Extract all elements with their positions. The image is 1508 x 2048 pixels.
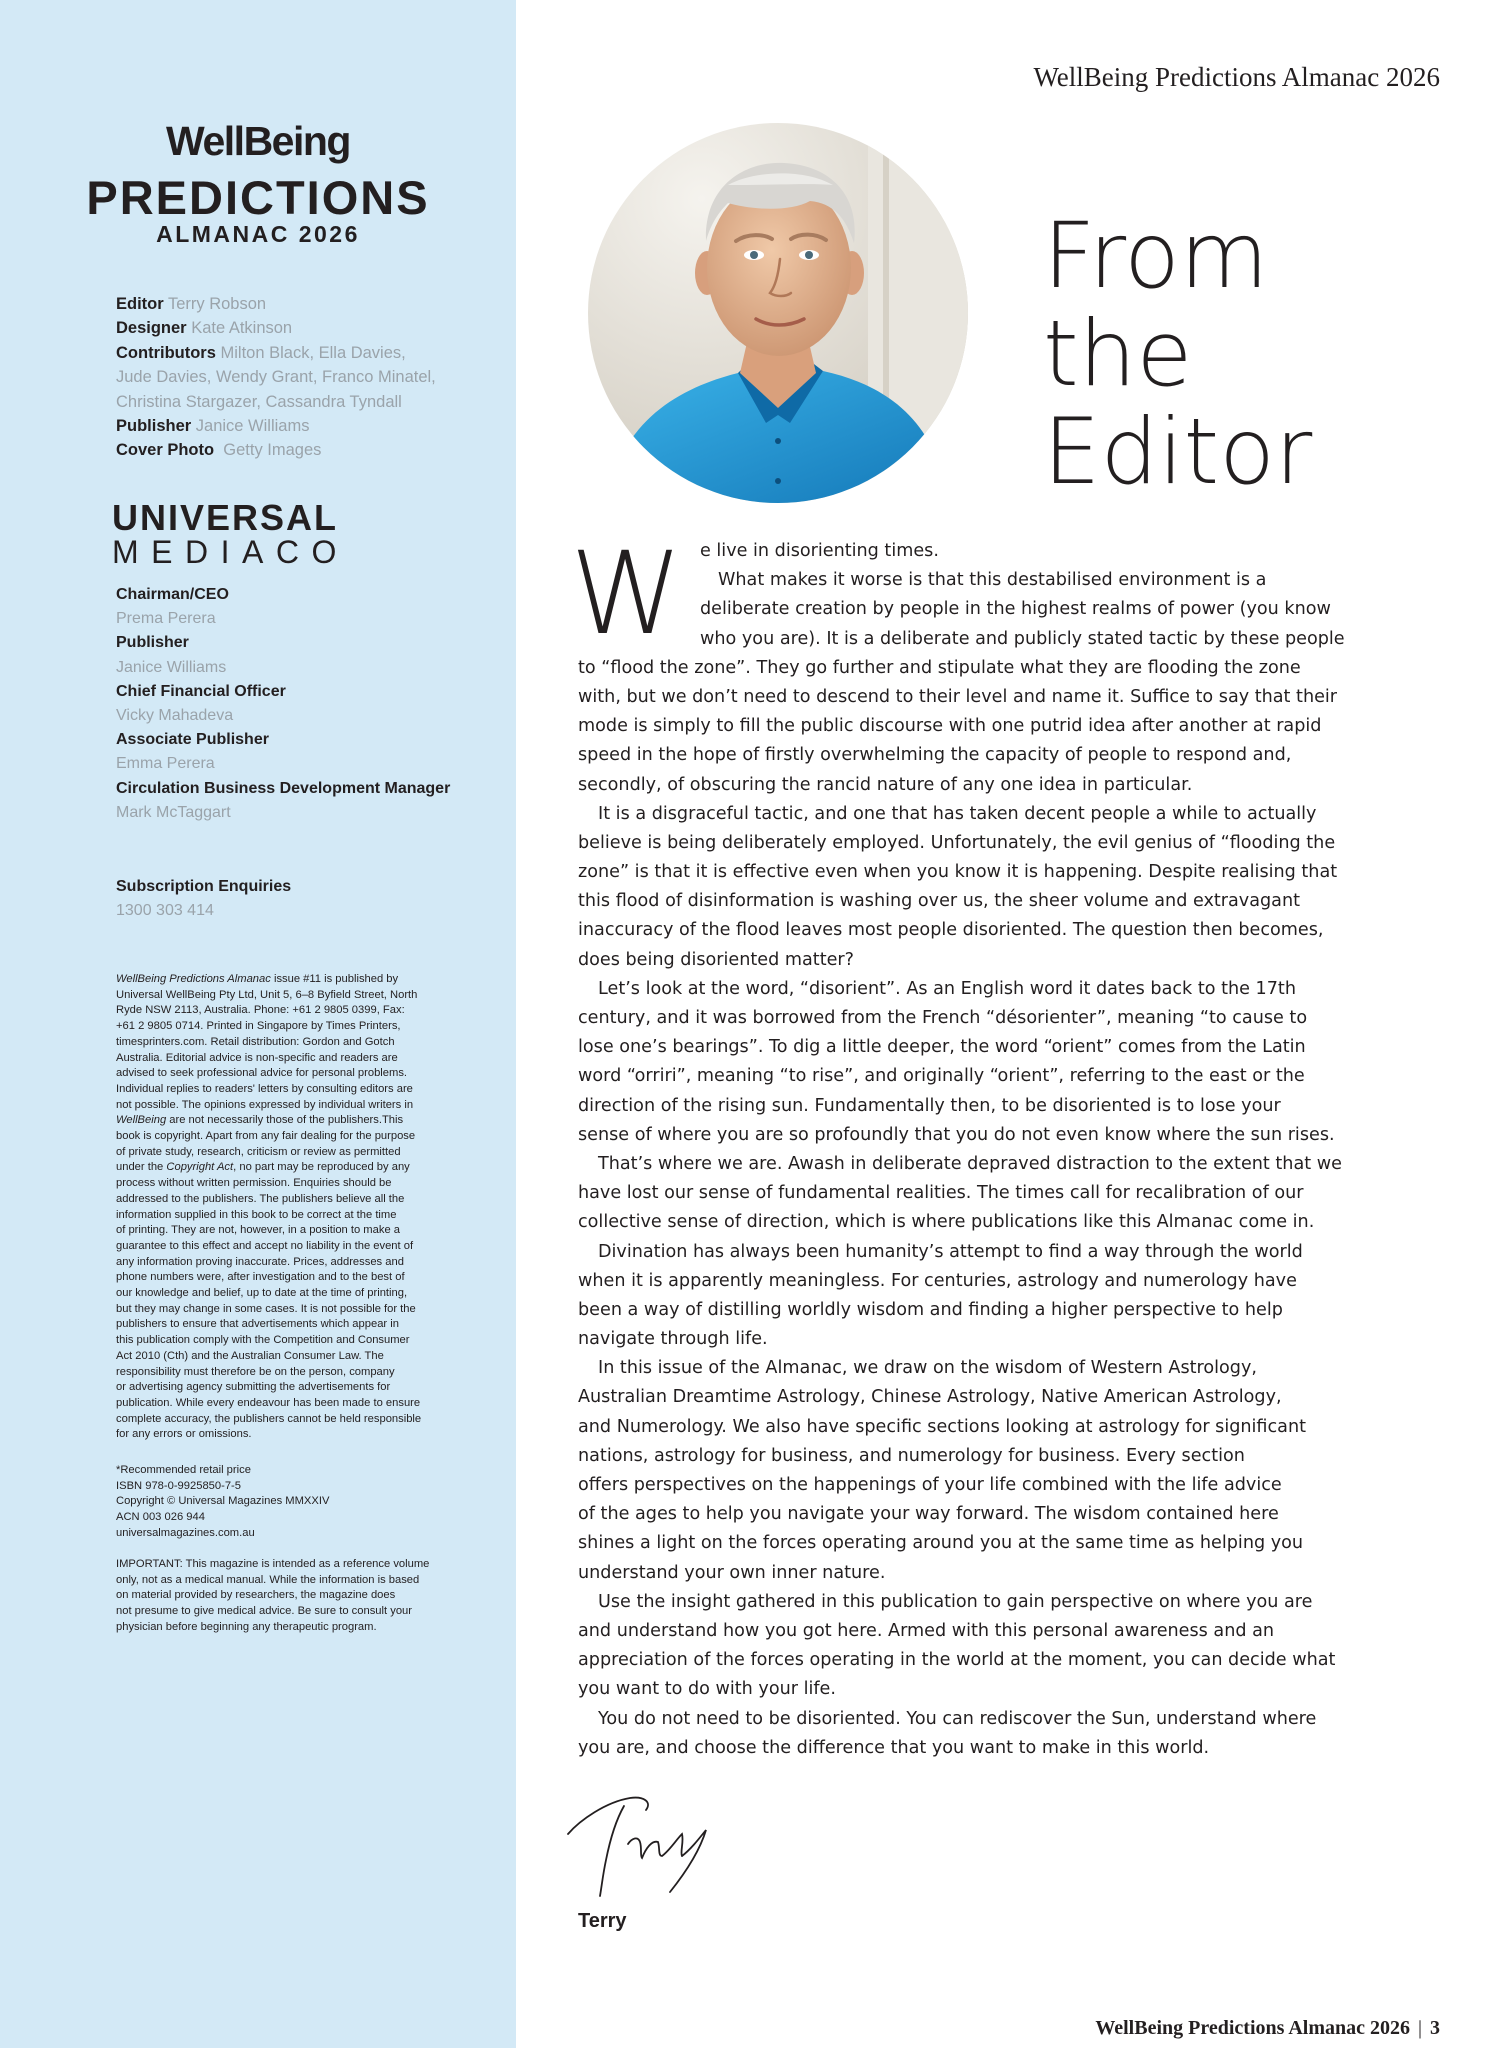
credit-contributors-cont: Christina Stargazer, Cassandra Tyndall <box>116 392 402 411</box>
article-line: believe is being deliberately employed. Unfortunately, the evil genius of “flooding the <box>578 832 1336 853</box>
fine-print-line: only, not as a medical manual. While the information is based <box>116 1573 420 1586</box>
credit-editor: Editor Terry Robson <box>116 295 267 313</box>
article-line: this flood of disinformation is washing over us, the sheer volume and extravagant <box>578 891 1300 912</box>
article-line: e live in disorienting times. <box>700 541 939 561</box>
article-line: That’s where we are. Awash in deliberate depraved distraction to the extent that we <box>598 1153 1342 1174</box>
article-line: nations, astrology for business, and numerology for business. Every section <box>578 1445 1245 1466</box>
fine-print-line: Act 2010 (Cth) and the Australian Consumer Law. The <box>116 1349 384 1362</box>
staff-name: Janice Williams <box>116 658 227 676</box>
universal-mediaco-logo: UNIVERSAL MEDIACO <box>112 497 349 570</box>
fine-print-line: complete accuracy, the publishers cannot be held responsible <box>116 1412 422 1425</box>
staff-role: Publisher <box>116 634 189 652</box>
masthead-brand: WellBeing <box>166 118 350 164</box>
article-line: you want to do with your life. <box>578 1679 836 1700</box>
fine-print-line: on material provided by researchers, the magazine does <box>116 1589 396 1602</box>
article-line: and Numerology. We also have specific sections looking at astrology for significant <box>578 1416 1306 1437</box>
article-line: offers perspectives on the happenings of your life combined with the life advice <box>578 1475 1282 1495</box>
fine-print-line: of printing. They are not, however, in a position to make a <box>116 1224 400 1237</box>
fine-print-line: ISBN 978-0-9925850-7-5 <box>116 1479 242 1492</box>
fine-print-line: but they may change in some cases. It is not possible for the <box>116 1302 416 1315</box>
article-line: century, and it was borrowed from the French “désorienter”, meaning “to cause to <box>578 1008 1308 1028</box>
fine-print-line: WellBeing Predictions Almanac issue #11 is published by <box>116 973 399 985</box>
credit-designer: Designer Kate Atkinson <box>116 319 293 338</box>
credit-contributors: Contributors Milton Black, Ella Davies, <box>116 343 406 362</box>
fine-print-line: not presume to give medical advice. Be sure to consult your <box>116 1605 412 1618</box>
article-line: You do not need to be disoriented. You can rediscover the Sun, understand where <box>598 1708 1317 1729</box>
fine-print-line: publication. While every endeavour has been made to ensure <box>116 1396 421 1409</box>
retail-info <box>116 1463 476 1542</box>
fine-print-line: ACN 003 026 944 <box>116 1511 205 1524</box>
article-line: when it is apparently meaningless. For centuries, astrology and numerology have <box>578 1270 1297 1291</box>
article-line: collective sense of direction, which is where publications like this Almanac come in. <box>578 1212 1315 1233</box>
sidebar <box>0 0 516 2048</box>
article-line: mode is simply to fill the public discourse with one putrid idea after another at rapid <box>578 716 1322 737</box>
staff-role: Circulation Business Development Manager <box>116 779 451 797</box>
editor-portrait <box>588 123 968 503</box>
staff-role: Associate Publisher <box>116 731 269 749</box>
article-line: It is a disgraceful tactic, and one that has taken decent people a while to actually <box>598 803 1317 824</box>
fine-print-line: not possible. The opinions expressed by individual writers in <box>116 1098 414 1111</box>
article-line: shines a light on the forces operating around you at the same time as helping you <box>578 1533 1304 1554</box>
article-line: to “flood the zone”. They go further and stipulate what they are flooding the zone <box>578 657 1301 678</box>
staff-name: Vicky Mahadeva <box>116 707 234 725</box>
article-line: of the ages to help you navigate your way forward. The wisdom contained here <box>578 1504 1279 1525</box>
fine-print-line: or advertising agency submitting the advertisements for <box>116 1381 391 1394</box>
article-line: appreciation of the forces operating in the world at the moment, you can decide what <box>578 1650 1336 1671</box>
fine-print-line: under the Copyright Act, no part may be reproduced by any <box>116 1161 410 1174</box>
fine-print-line: this publication comply with the Competition and Consumer <box>116 1334 410 1347</box>
article-line: In this issue of the Almanac, we draw on the wisdom of Western Astrology, <box>598 1358 1257 1379</box>
staff-name: Mark McTaggart <box>116 803 231 821</box>
page-footer <box>1095 2017 1440 2040</box>
legal-notice <box>116 972 476 1443</box>
fine-print-line: responsibility must therefore be on the person, company <box>116 1365 395 1378</box>
footer-separator: | <box>1417 2017 1422 2039</box>
fine-print-line: Individual replies to readers' letters by consulting editors are <box>116 1082 413 1095</box>
editor-signature <box>566 1790 736 1900</box>
article-line: you are, and choose the difference that you want to make in this world. <box>578 1737 1210 1758</box>
fine-print-line: universalmagazines.com.au <box>116 1526 255 1539</box>
running-header: WellBeing Predictions Almanac 2026 <box>1033 62 1440 92</box>
article-line: inaccuracy of the flood leaves most people disoriented. The question then becomes, <box>578 920 1324 941</box>
page-number: 3 <box>1430 2017 1440 2039</box>
fine-print-line: WellBeing are not necessarily those of the publishers.This <box>116 1114 404 1127</box>
fine-print-line: process without written permission. Enquiries should be <box>116 1177 392 1190</box>
credit-cover-photo: Cover Photo Getty Images <box>116 441 322 460</box>
article-line: sense of where you are so profoundly that you do not even know where the sun rises. <box>578 1124 1335 1145</box>
footer-title: WellBeing Predictions Almanac 2026 <box>1095 2017 1410 2039</box>
fine-print-line: +61 2 9805 0714. Printed in Singapore by Times Printers, <box>116 1020 401 1033</box>
fine-print-line: IMPORTANT: This magazine is intended as a reference volume <box>116 1558 430 1570</box>
staff-list <box>116 583 506 825</box>
fine-print-line: advised to seek professional advice for personal problems. <box>116 1067 408 1080</box>
editorial-article <box>570 527 1390 1763</box>
credits-block <box>116 292 496 463</box>
fine-print-line: Ryde NSW 2113, Australia. Phone: +61 2 9805 0399, Fax: <box>116 1004 405 1017</box>
article-line: speed in the hope of firstly overwhelming the capacity of people to respond and, <box>578 745 1292 766</box>
article-line: Australian Dreamtime Astrology, Chinese Astrology, Native American Astrology, <box>578 1387 1282 1408</box>
fine-print-line: of private study, research, criticism or review as permitted <box>116 1145 401 1158</box>
fine-print-line: Australia. Editorial advice is non-specific and readers are <box>116 1051 398 1064</box>
article-line: lose one’s bearings”. To dig a little deeper, the word “orient” comes from the Latin <box>578 1037 1306 1058</box>
fine-print-line: timesprinters.com. Retail distribution: Gordon and Gotch <box>116 1035 395 1048</box>
fine-print-line: Universal WellBeing Pty Ltd, Unit 5, 6–8 Byfield Street, North <box>116 988 418 1001</box>
credit-publisher: Publisher Janice Williams <box>116 417 310 436</box>
fine-print-line: for any errors or omissions. <box>116 1428 252 1441</box>
fine-print-line: publishers to ensure that advertisements which appear in <box>116 1318 399 1331</box>
fine-print-line: *Recommended retail price <box>116 1464 251 1476</box>
article-line: have lost our sense of fundamental realities. The times call for recalibration of our <box>578 1183 1304 1204</box>
subscription-enquiries: Subscription Enquiries 1300 303 414 <box>116 878 292 919</box>
article-line: Let’s look at the word, “disorient”. As an English word it dates back to the 17th <box>598 978 1296 999</box>
article-line: What makes it worse is that this destabilised environment is a <box>718 570 1267 591</box>
fine-print-line: physician before beginning any therapeutic program. <box>116 1620 377 1633</box>
staff-role: Chief Financial Officer <box>116 682 286 700</box>
article-line: understand your own inner nature. <box>578 1562 886 1583</box>
article-line: been a way of distilling worldly wisdom and finding a higher perspective to help <box>578 1299 1283 1320</box>
credit-contributors-cont: Jude Davies, Wendy Grant, Franco Minatel, <box>116 368 436 387</box>
article-line: navigate through life. <box>578 1329 768 1350</box>
article-line: secondly, of obscuring the rancid nature of any one idea in particular. <box>578 774 1193 795</box>
fine-print-line: guarantee to this effect and accept no liability in the event of <box>116 1239 414 1252</box>
fine-print-line: phone numbers were, after investigation and to the best of <box>116 1271 405 1284</box>
drop-cap: W <box>570 527 683 660</box>
fine-print-line: Copyright © Universal Magazines MMXXIV <box>116 1495 330 1508</box>
important-disclaimer <box>116 1557 476 1636</box>
staff-role: Chairman/CEO <box>116 586 229 603</box>
article-line: zone” is that it is effective even when you know it is happening. Despite realising that <box>578 862 1338 883</box>
masthead-subtitle: ALMANAC 2026 <box>156 221 360 247</box>
article-line: does being disoriented matter? <box>578 949 854 970</box>
article-line: Divination has always been humanity’s attempt to find a way through the world <box>598 1241 1303 1262</box>
article-line: direction of the rising sun. Fundamentally then, to be disoriented is to lose your <box>578 1095 1281 1116</box>
page-title: From the Editor <box>1043 204 1313 505</box>
article-line: word “orriri”, meaning “to rise”, and originally “orient”, referring to the east or the <box>578 1066 1305 1087</box>
signoff-name: Terry <box>578 1910 627 1932</box>
article-line: and understand how you got here. Armed with this personal awareness and an <box>578 1620 1275 1641</box>
article-line: with, but we don’t need to descend to their level and name it. Suffice to say that their <box>578 686 1338 707</box>
fine-print-line: book is copyright. Apart from any fair dealing for the purpose <box>116 1130 416 1143</box>
article-line: deliberate creation by people in the highest realms of power (you know <box>700 599 1331 620</box>
fine-print-line: our knowledge and belief, up to date at the time of printing, <box>116 1287 408 1300</box>
fine-print-line: information supplied in this book to be correct at the time <box>116 1208 397 1221</box>
staff-name: Prema Perera <box>116 610 216 628</box>
fine-print-line: any information proving inaccurate. Prices, addresses and <box>116 1255 404 1268</box>
fine-print-line: addressed to the publishers. The publishers believe all the <box>116 1192 405 1205</box>
article-line: who you are). It is a deliberate and publicly stated tactic by these people <box>700 628 1345 649</box>
article-line: Use the insight gathered in this publication to gain perspective on where you are <box>598 1591 1313 1612</box>
staff-name: Emma Perera <box>116 755 215 773</box>
masthead-title: PREDICTIONS <box>86 171 430 224</box>
